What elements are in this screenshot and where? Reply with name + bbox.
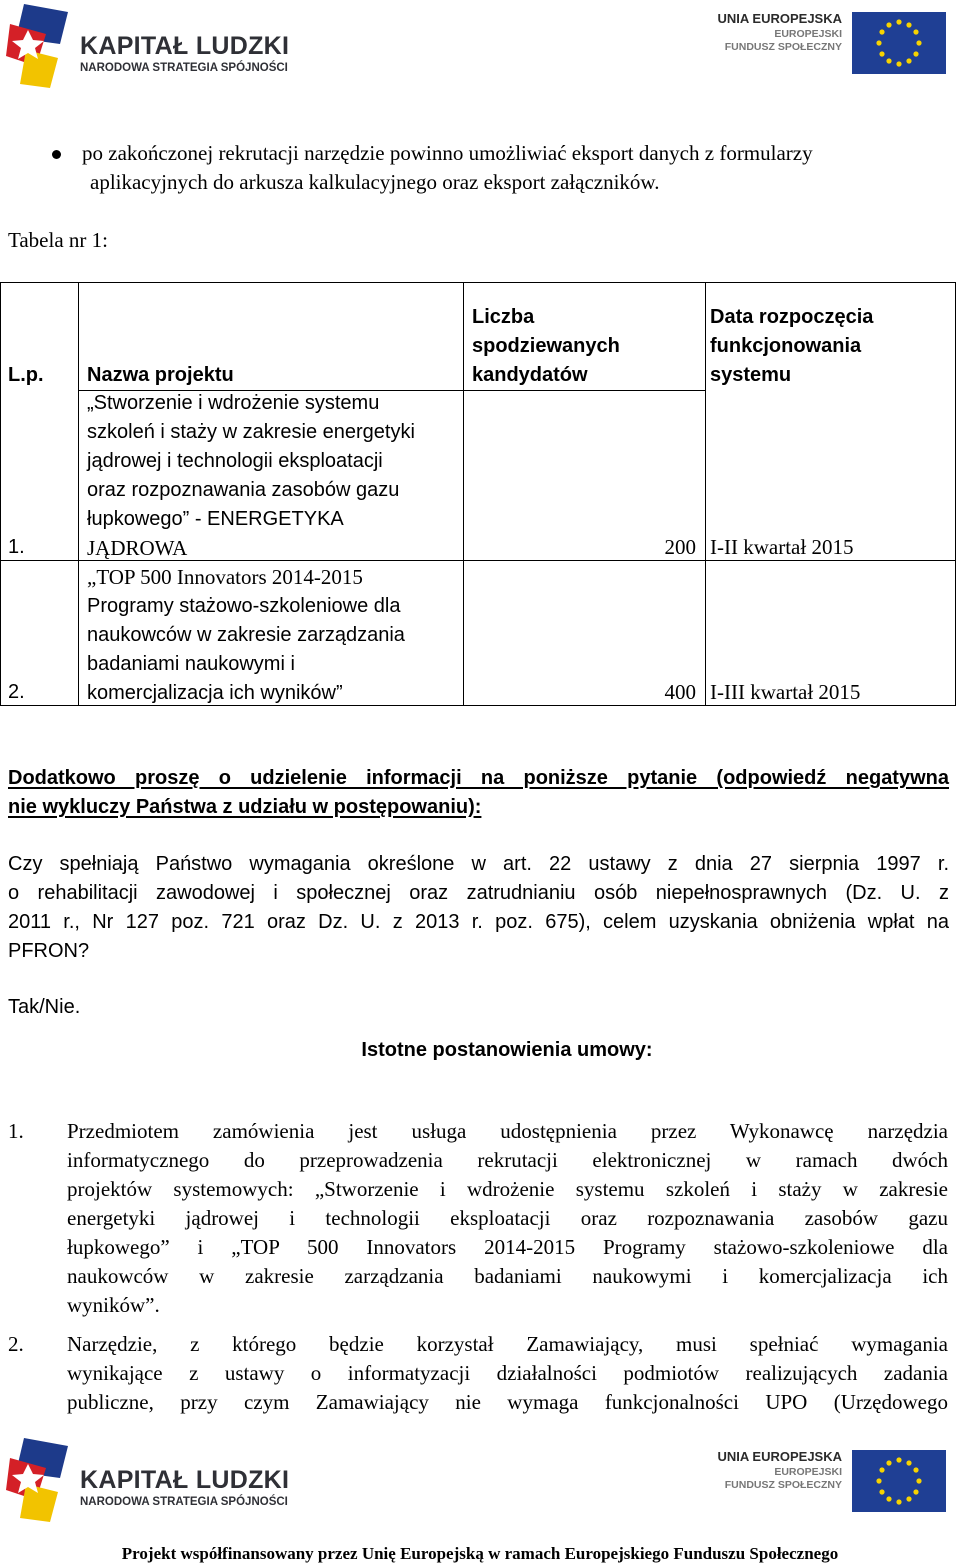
eu-logo-text (718, 10, 842, 54)
question-line-1: Czy spełniają Państwo wymagania określone w art. 22 ustawy z dnia 27 sierpnia 1997 r. (8, 853, 949, 875)
header-start-date: Data rozpoczęcia funkcjonowania systemu (710, 306, 874, 386)
eu-line1: UNIA EUROPEJSKA (717, 11, 842, 26)
header-lp: L.p. (8, 364, 44, 386)
contract-item-1-text: Przedmiotem zamówienia jest usługa udostępnienia przez Wykonawcę narzędzia informatycznego do przeprowadzenia rekrutacji elektronicznej w ramach dwóch projektów systemowych: „Stworzenie i wdrożenie systemu szkoleń i staży w zakresie energetyki jądrowej i technologii eksploatacji oraz rozpoznawania zasobów gazu łupkowego” i „TOP 500 Innovators 2014-2015 Programy stażowo-szkoleniowe dla naukowców w zakresie zarządzania badaniami naukowymi i komercjalizacja ich wyników”. (67, 1119, 948, 1317)
table-row-2-name: „TOP 500 Innovators 2014-2015 Programy stażowo-szkoleniowe dla naukowców w zakresie zarządzania badaniami naukowymi i komercjalizacja ich wyników” (87, 565, 405, 704)
table-row-2-count: 400 (664, 680, 696, 704)
question-heading (8, 764, 949, 822)
table-row-2-date: I-III kwartał 2015 (710, 680, 861, 704)
kapital-ludzki-title: KAPITAŁ LUDZKI (80, 32, 290, 60)
answer-text: Tak/Nie. (8, 996, 81, 1018)
table-row-1-date: I-II kwartał 2015 (710, 535, 854, 559)
eu-line2: EUROPEJSKI (774, 28, 842, 40)
contract-item-2-text: Narzędzie, z którego będzie korzystał Zamawiający, musi spełniać wymagania wynikające z ustawy o informatyzacji działalności podmiotów realizujących zadania publiczne, przy czym Zamawiający nie wymaga funkcjonalności UPO (Urzędowego (67, 1332, 948, 1414)
footer-eu-flag-icon (852, 1450, 946, 1512)
question-heading-line-2: nie wykluczy Państwa z udziału w postępowaniu): (8, 796, 482, 818)
eu-line3: FUNDUSZ SPOŁECZNY (724, 41, 842, 53)
footer-eu-logo (716, 1448, 946, 1518)
bullet-line-1: po zakończonej rekrutacji narzędzie powinno umożliwiać eksport danych z formularzy (82, 141, 813, 165)
footer-cofinancing-note: Projekt współfinansowany przez Unię Europejską w ramach Europejskiego Funduszu Społecznego (121, 1544, 839, 1563)
question-heading-line-1: Dodatkowo proszę o udzielenie informacji na poniższe pytanie (odpowiedź negatywna (8, 767, 949, 789)
contract-item-1-number: 1. (8, 1119, 24, 1143)
bullet-dot-icon (52, 150, 61, 159)
table-row-2-lp: 2. (8, 681, 25, 703)
table-row-1-count: 200 (664, 535, 696, 559)
table-row-1-lp: 1. (8, 536, 25, 558)
footer-kapital-ludzki-logo (6, 1438, 296, 1528)
kapital-ludzki-emblem-icon (6, 4, 68, 94)
footer-kapital-ludzki-title: KAPITAŁ LUDZKI (80, 1466, 290, 1494)
contract-heading: Istotne postanowienia umowy: (361, 1039, 653, 1061)
projects-table (0, 282, 956, 706)
header-candidates: Liczba spodziewanych kandydatów (472, 306, 620, 386)
eu-flag-icon (852, 12, 946, 74)
footer-kapital-ludzki-emblem-icon (6, 1438, 68, 1528)
bullet-line-2: aplikacyjnych do arkusza kalkulacyjnego oraz eksport załączników. (90, 170, 660, 194)
footer-eu-logo-text: UNIA EUROPEJSKA EUROPEJSKI FUNDUSZ SPOŁECZNY (717, 1449, 842, 1491)
table-row-1-name: „Stworzenie i wdrożenie systemu szkoleń i staży w zakresie energetyki jądrowej i technologii eksploatacji oraz rozpoznawania zasobów gazu łupkowego” - ENERGETYKA JĄDROWA (87, 392, 415, 560)
kapital-ludzki-subtitle: NARODOWA STRATEGIA SPÓJNOŚCI (80, 62, 288, 74)
table-caption: Tabela nr 1: (8, 228, 108, 252)
bullet-text (82, 139, 960, 197)
question-line-2: o rehabilitacji zawodowej i społecznej oraz zatrudnianiu osób niepełnosprawnych (Dz. U. z (8, 882, 949, 904)
question-line-3: 2011 r., Nr 127 poz. 721 oraz Dz. U. z 2013 r. poz. 675), celem uzyskania obniżenia wpłat na (8, 911, 949, 933)
header-project-name: Nazwa projektu (87, 364, 234, 386)
eu-logo (716, 10, 946, 80)
kapital-ludzki-logo (6, 4, 296, 94)
footer-kapital-ludzki-subtitle: NARODOWA STRATEGIA SPÓJNOŚCI (80, 1496, 288, 1508)
question-body (8, 850, 949, 966)
question-line-4: PFRON? (8, 940, 90, 962)
contract-item-2-number: 2. (8, 1332, 24, 1356)
